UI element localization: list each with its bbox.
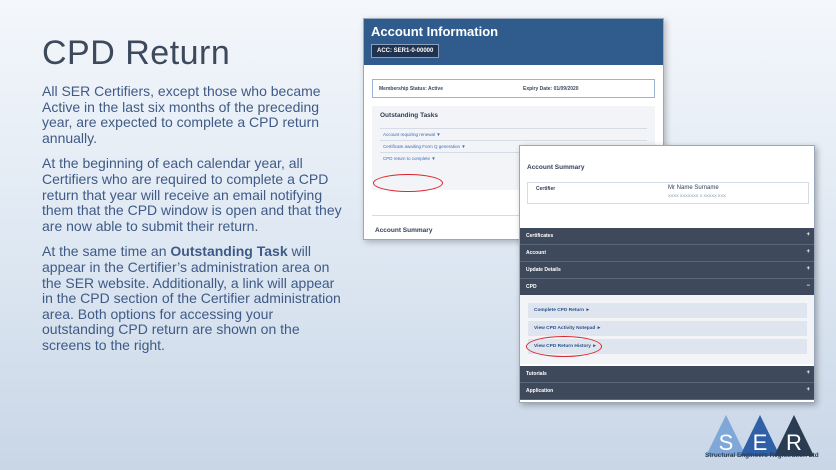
plus-icon: + [806,387,810,393]
p3-bold: Outstanding Task [170,243,288,260]
highlight-oval-cpd-history [526,336,602,357]
logo-caption: Structural Engineers Registration Ltd [705,452,819,459]
account-summary-title: Account Summary [527,164,585,171]
highlight-oval-cpd-task [373,174,443,192]
task-form-q[interactable]: Certificate awaiting Form Q generation ▼ [380,140,647,152]
menu-label: Update Details [526,267,561,273]
menu-cpd[interactable] [520,279,815,296]
menu-label: Application [526,388,554,394]
menu-label: Certificates [526,233,554,239]
logo-letter-r: R [786,430,802,455]
certifier-box [527,182,809,204]
task-cpd-return[interactable]: CPD return to complete ▼ [380,152,647,164]
paragraph-eligibility: All SER Certifiers, except those who became Active in the last six months of the preceding year, are expected to complete a CPD return annually. [42,83,321,146]
paragraph-email-notice: At the beginning of each calendar year, all Certifiers who are required to complete a CPD return that year will receive an email notifying them that the CPD window is open and that they are now able to submit their return. [42,155,342,234]
p3-after: will appear in the Certifier’s administration area on the SER website. Additionally, a link will appear in the CPD section of the Certifier administration area. Both options for accessing your outstanding CPD return are shown on the screens to the right. [42,243,341,353]
account-number-badge: ACC: SER1-0-00000 [371,44,439,58]
slide-body [42,84,342,364]
minus-icon: − [806,283,810,289]
complete-cpd-return-link[interactable]: Complete CPD Return ► [528,303,807,318]
membership-status-box [372,79,655,98]
logo-letter-e: E [752,430,768,455]
menu-label: CPD [526,284,537,290]
account-summary-screenshot [519,145,815,403]
paragraph-outstanding-task [42,244,342,353]
menu-application[interactable] [520,383,815,400]
account-summary-label: Account Summary [375,227,433,234]
task-account-renewal[interactable]: Account requiring renewal ▼ [380,128,647,140]
expiry-date: Expiry Date: 01/09/2020 [523,85,579,92]
plus-icon: + [806,370,810,376]
view-cpd-notepad-link[interactable]: View CPD Activity Notepad ► [528,321,807,336]
view-cpd-history-link[interactable]: View CPD Return History ► [528,339,807,354]
certifier-details: XXXX XXXXXXX X XXXXX XXX [668,193,726,198]
plus-icon: + [806,232,810,238]
menu-label: Tutorials [526,371,547,377]
plus-icon: + [806,266,810,272]
account-info-title: Account Information [371,24,499,39]
account-info-header [364,19,663,65]
certifier-name: Mr Name Surname [668,185,719,191]
menu-update-details[interactable] [520,262,815,279]
plus-icon: + [806,249,810,255]
slide-title: CPD Return [42,34,231,72]
certifier-label: Certifier [536,186,556,192]
membership-status: Membership Status: Active [379,85,443,92]
menu-account[interactable] [520,245,815,262]
outstanding-tasks-title: Outstanding Tasks [380,112,439,119]
menu-certificates[interactable] [520,228,815,245]
ser-logo [700,412,836,470]
logo-letter-s: S [718,430,734,455]
menu-label: Account [526,250,546,256]
p3-before: At the same time an [42,243,171,260]
menu-tutorials[interactable] [520,366,815,383]
